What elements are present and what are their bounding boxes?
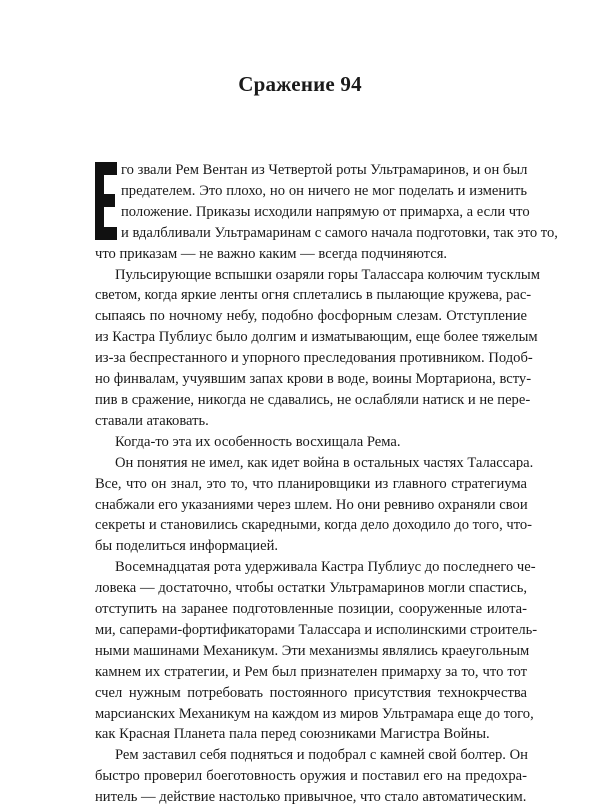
paragraph <box>95 432 527 453</box>
text-line: снабжали его указаниями через шлем. Но они ревниво охраняли свои <box>95 496 528 513</box>
text-line: сыпаясь по ночному небу, подобно фосфорным слезам. Отступление <box>95 308 527 325</box>
chapter-title: Сражение 94 <box>238 72 362 96</box>
text-line: отступить на заранее подготовленные позиции, сооруженные илота- <box>95 601 527 618</box>
text-line: счел нужным потребовать постоянного присутствия технокрчества <box>95 684 527 701</box>
paragraph <box>95 160 558 265</box>
text-line: Рем заставил себя подняться и подобрал с камней свой болтер. Он <box>115 747 528 764</box>
paragraph <box>95 745 527 808</box>
text-line: из Кастра Публиус было долгим и изматывающим, еще более тяжелым <box>95 329 538 346</box>
text-line: как Красная Планета пала перед союзниками Магистра Войны. <box>95 726 490 743</box>
text-line: пив в сражение, никогда не сдавались, не ослабляли натиск и не пере- <box>95 391 531 408</box>
text-line: камнем их стратегии, и Рем был признателен примарху за то, что тот <box>95 663 527 680</box>
text-line: предателем. Это плохо, но он ничего не мог поделать и изменить <box>121 182 527 199</box>
text-line: из-за беспрестанного и упорного преследования противником. Подоб- <box>95 350 533 367</box>
text-line: ми, саперами-фортификаторами Талассара и исполинскими строитель- <box>95 621 538 638</box>
text-line: Он понятия не имел, как идет война в остальных частях Талассара. <box>115 454 534 471</box>
text-line: положение. Приказы исходили напрямую от примарха, а если что <box>121 203 530 220</box>
text-line: Когда-то эта их особенность восхищала Рема. <box>115 433 401 450</box>
text-line: быстро проверил боеготовность оружия и поставил его на предохра- <box>95 768 527 785</box>
text-line: что приказам — не важно каким — всегда подчиняются. <box>95 245 448 262</box>
text-line: Восемнадцатая рота удерживала Кастра Публиус до последнего че- <box>115 559 536 576</box>
paragraph <box>95 557 538 745</box>
paragraph <box>95 265 540 432</box>
text-line: Все, что он знал, это то, что планировщики из главного стратегиума <box>95 475 527 492</box>
text-line: ными машинами Механикум. Эти механизмы являлись краеугольным <box>95 642 530 659</box>
text-line: секреты и становились скаредными, когда дело доходило до того, что- <box>95 517 533 534</box>
text-line: бы поделиться информацией. <box>95 538 279 555</box>
text-line: го звали Рем Вентан из Четвертой роты Ультрамаринов, и он был <box>121 162 528 178</box>
text-line: но финвалам, учуявшим запах крови в воде, воины Мортариона, всту- <box>95 371 532 388</box>
text-line: ловека — достаточно, чтобы остатки Ультрамаринов могли спастись, <box>95 580 527 597</box>
text-line: марсианских Механикум на каждом из миров Ультрамара еще до того, <box>95 705 534 722</box>
text-line: ставали атаковать. <box>95 412 209 429</box>
paragraph <box>95 453 534 558</box>
text-line: светом, когда яркие ленты огня сплетались в пылающие кружева, рас- <box>95 287 532 304</box>
chapter-body <box>95 160 558 808</box>
text-line: Пульсирующие вспышки озаряли горы Талассара колючим тусклым <box>115 266 540 283</box>
text-line: нитель — действие настолько привычное, что стало автоматическим. <box>95 789 527 806</box>
text-line: и вдалбливали Ультрамаринам с самого начала подготовки, так это то, <box>121 224 558 241</box>
